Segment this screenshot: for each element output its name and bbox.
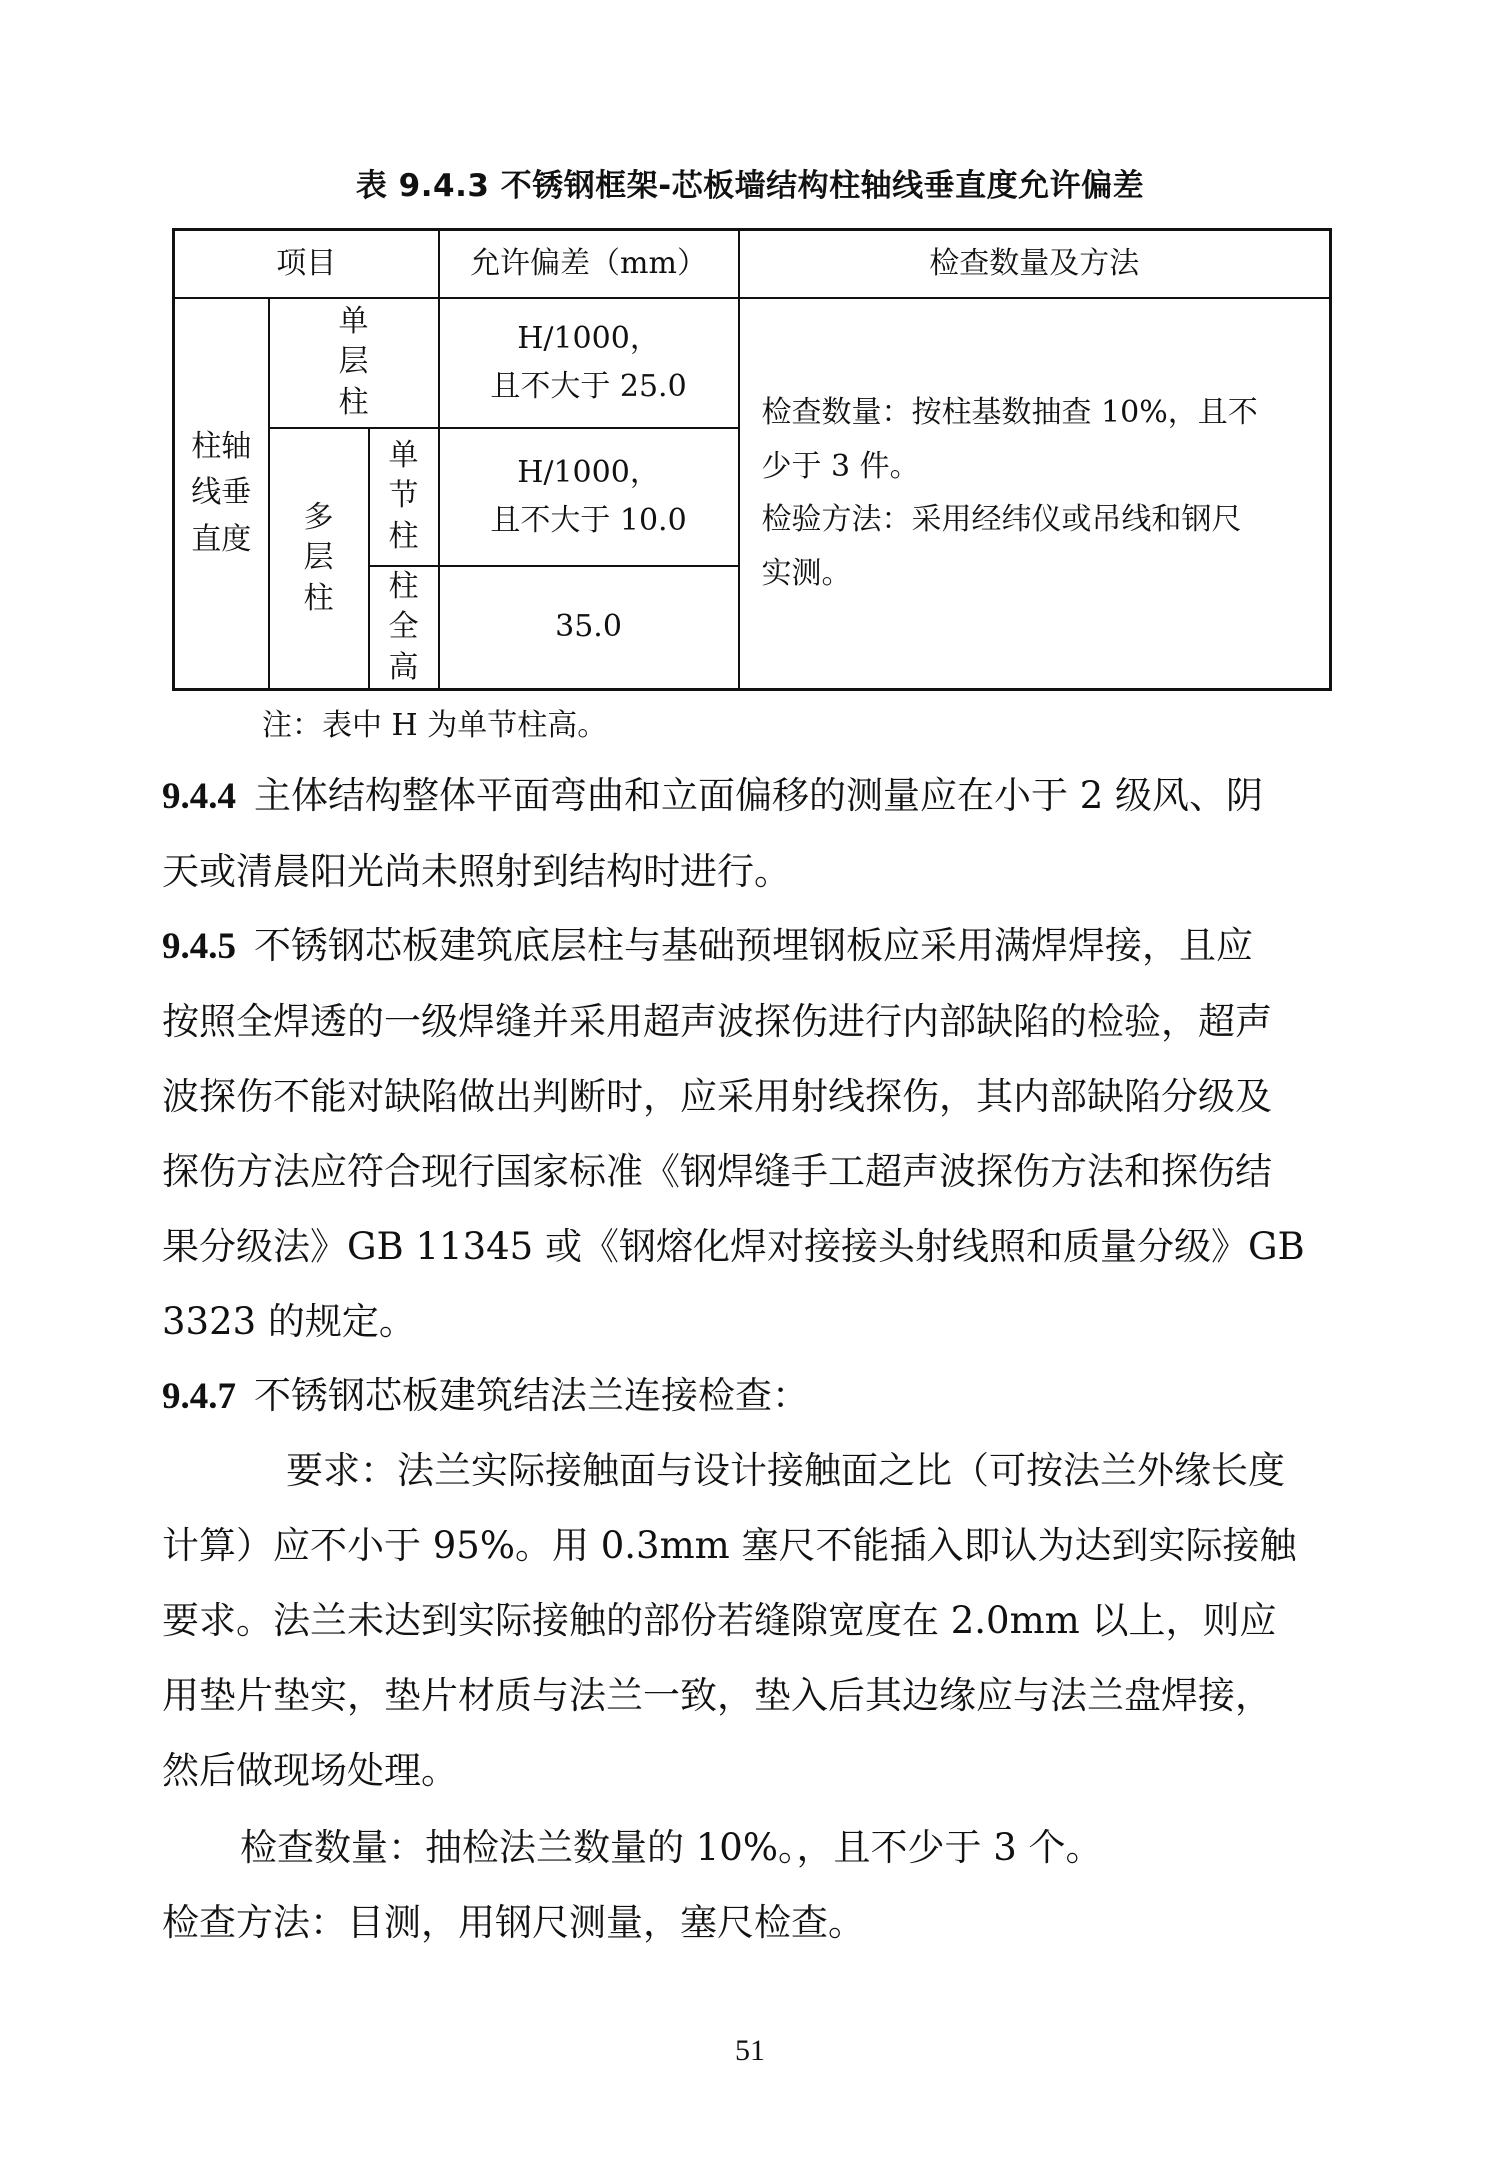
value-single-section: H/1000， 且不大于 10.0 (439, 428, 739, 566)
page-number: 51 (735, 2034, 765, 2067)
section-9-4-5: 9.4.5 不锈钢芯板建筑底层柱与基础预埋钢板应采用满焊焊接，且应 按照全焊透的一级焊缝并采用超声波探伤进行内部缺陷的检验，超声 波探伤不能对缺陷做出判断时，应采用射线探伤，其内部缺陷分级及 探伤方法应符合现行国家标准《钢焊缝手工超声波探伤方法和探伤结 果分级法》GB 11345 或《钢熔化焊对接接头射线照和质量分级》GB 3323 的规定。 (162, 924, 1305, 1343)
section-number: 9.4.7 (162, 1376, 236, 1417)
header-item: 项目 (174, 230, 439, 298)
item-single-story: 单 层 柱 (269, 298, 439, 428)
item-full-height: 柱 全 高 (369, 566, 439, 690)
value-full-height: 35.0 (439, 566, 739, 690)
item-multi-story: 多 层 柱 (269, 428, 369, 690)
item-single-section: 单 节 柱 (369, 428, 439, 566)
section-number: 9.4.4 (162, 776, 236, 817)
check-quantity: 检查数量：抽检法兰数量的 10%。，且不少于 3 个。 (240, 1826, 1103, 1869)
header-method: 检查数量及方法 (739, 230, 1331, 298)
value-single-story: H/1000， 且不大于 25.0 (439, 298, 739, 428)
section-number: 9.4.5 (162, 926, 236, 967)
item-axis-verticality: 柱轴 线垂 直度 (174, 298, 269, 690)
section-9-4-7: 9.4.7 不锈钢芯板建筑结法兰连接检查： (162, 1374, 809, 1417)
requirement-paragraph: 要求：法兰实际接触面与设计接触面之比（可按法兰外缘长度 计算）应不小于 95%。用 0.3mm 塞尺不能插入即认为达到实际接触 要求。法兰未达到实际接触的部份若缝隙宽度在 2.0mm 以上，则应 用垫片垫实，垫片材质与法兰一致，垫入后其边缘应与法兰盘焊接， 然后做现场处理。 (162, 1449, 1297, 1792)
check-method: 检查方法：目测，用钢尺测量，塞尺检查。 (162, 1901, 865, 1944)
table-caption: 表 9.4.3 不锈钢框架-芯板墙结构柱轴线垂直度允许偏差 (355, 168, 1145, 204)
section-9-4-4: 9.4.4 主体结构整体平面弯曲和立面偏移的测量应在小于 2 级风、阴 天或清晨阳光尚未照射到结构时进行。 (162, 774, 1264, 893)
check-method-cell: 检查数量：按柱基数抽查 10%，且不 少于 3 件。 检验方法：采用经纬仪或吊线和钢尺 实测。 (739, 298, 1331, 690)
table-note: 注：表中 H 为单节柱高。 (262, 708, 608, 743)
tolerance-table (172, 228, 1332, 691)
header-tolerance: 允许偏差（mm） (439, 230, 739, 298)
